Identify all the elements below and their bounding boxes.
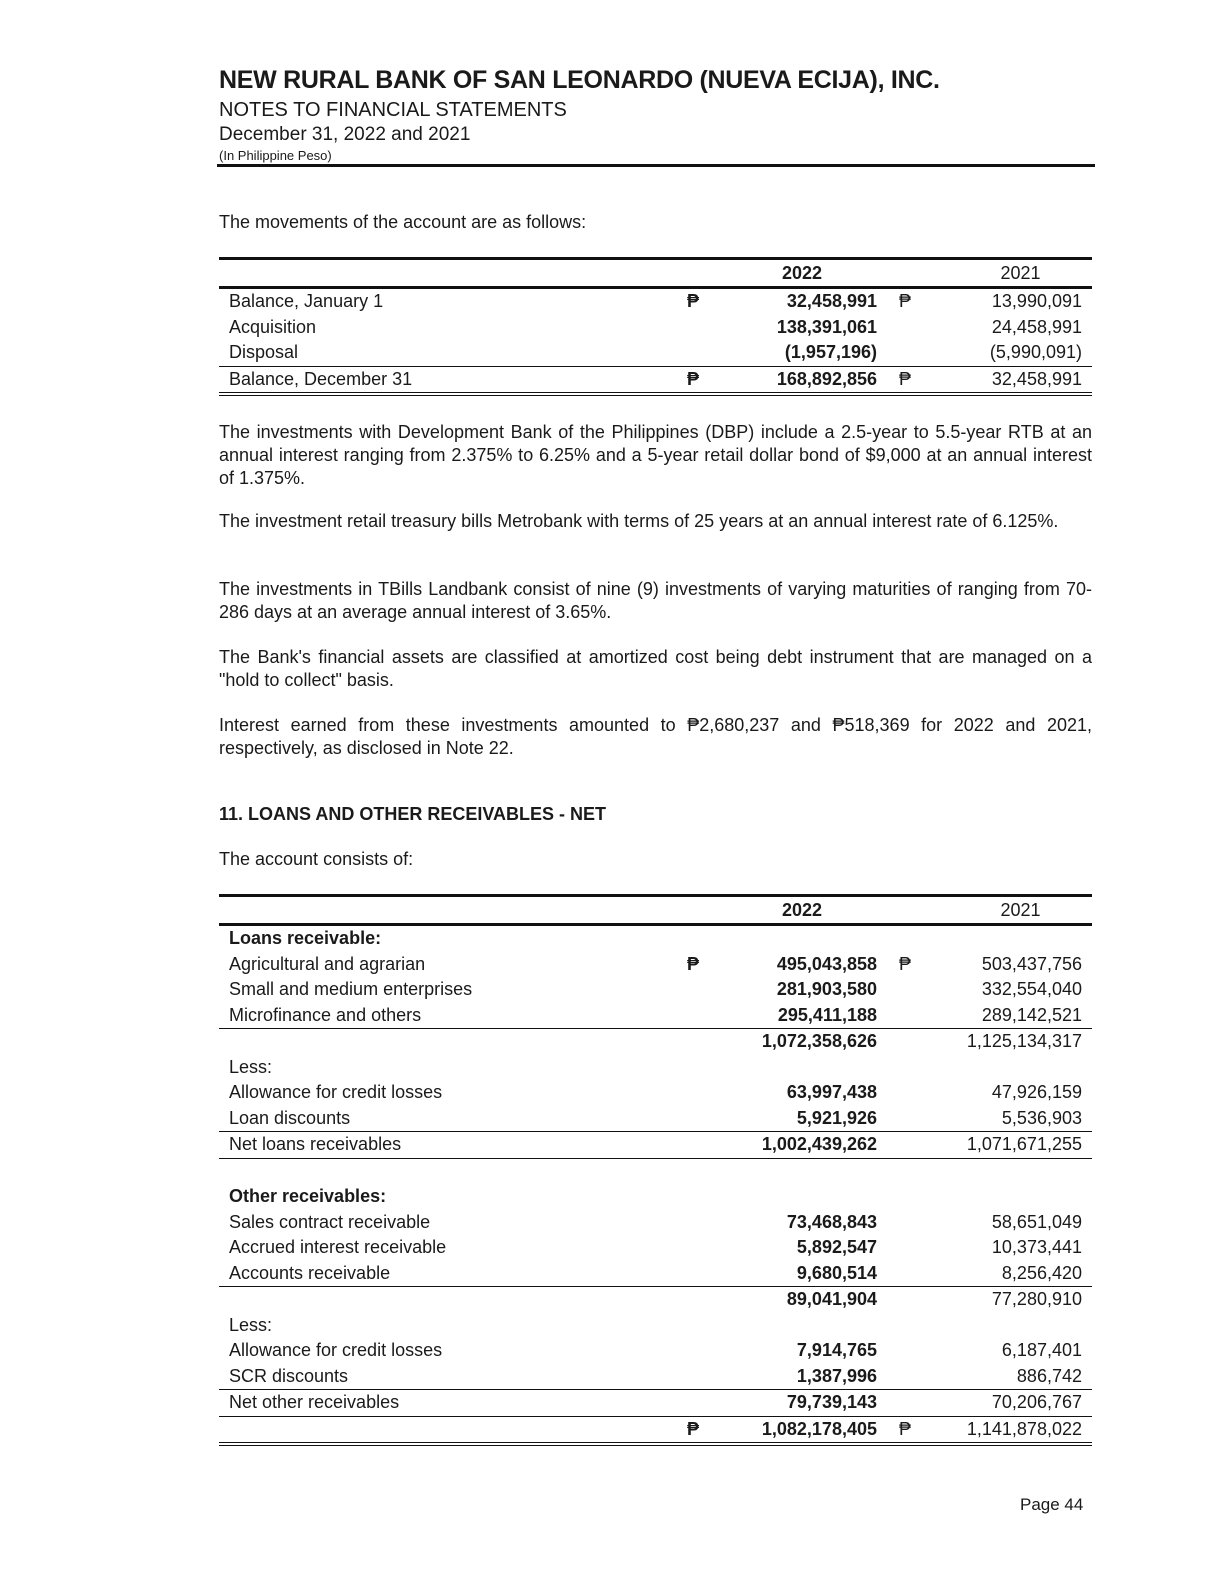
- table-row: [219, 1158, 1092, 1184]
- column-spacer: [679, 259, 727, 288]
- value-2022: 9,680,514: [796, 1262, 877, 1283]
- peso-sign-2021: [877, 1184, 959, 1210]
- section-title: 11. LOANS AND OTHER RECEIVABLES - NET: [219, 804, 607, 824]
- paragraph-dbp: The investments with Development Bank of the Philippines (DBP) include a 2.5-year to 5.5-year RTB at an annual interest ranging from 2.375% to 6.25% and a 5-year retail dollar bond of $9,000 at an annual interest of 1.375%.: [219, 422, 1092, 488]
- value-2022: 1,002,439,262: [727, 1132, 877, 1159]
- table-row: [219, 952, 1092, 978]
- peso-sign-2022: [679, 315, 727, 341]
- row-label: Allowance for credit losses: [229, 1082, 443, 1103]
- paragraph-classification: The Bank's financial assets are classified at amortized cost being debt instrument that are managed on a "hold to collect" basis.: [219, 647, 1092, 690]
- value-2021: 32,458,991: [959, 366, 1092, 394]
- column-spacer: [877, 259, 959, 288]
- row-label: Small and medium enterprises: [229, 979, 473, 1000]
- row-label: [219, 1158, 679, 1184]
- value-2021: 503,437,756: [981, 953, 1082, 974]
- peso-sign-2022: [679, 1080, 727, 1106]
- table-row: [219, 977, 1092, 1003]
- table-row: [219, 1210, 1092, 1236]
- peso-sign-2022: [679, 1106, 727, 1132]
- value-2021: 1,125,134,317: [959, 1029, 1092, 1055]
- value-2022: 1,072,358,626: [727, 1029, 877, 1055]
- peso-sign-2021: [877, 340, 959, 366]
- peso-sign-2021: [877, 1338, 959, 1364]
- row-label: Disposal: [229, 342, 299, 363]
- peso-sign-2021: [877, 1055, 959, 1081]
- peso-sign-2021: [877, 977, 959, 1003]
- peso-sign-2022: [679, 340, 727, 366]
- value-2022: 89,041,904: [727, 1287, 877, 1313]
- table-row: [219, 1287, 1092, 1313]
- value-2021: 886,742: [1016, 1365, 1082, 1386]
- column-spacer: [877, 896, 959, 925]
- table-row: [219, 1003, 1092, 1029]
- column-header-2022: 2022: [727, 896, 877, 925]
- column-header-label: [219, 896, 679, 925]
- row-label: Acquisition: [229, 316, 317, 337]
- table-row: [219, 1055, 1092, 1081]
- row-label: Accrued interest receivable: [229, 1237, 447, 1258]
- row-label: Other receivables:: [229, 1186, 387, 1207]
- value-2021: 47,926,159: [991, 1082, 1082, 1103]
- table-row: [219, 1313, 1092, 1339]
- peso-sign-2021: [877, 1210, 959, 1236]
- value-2022: [727, 925, 877, 952]
- table-header: [219, 896, 1092, 925]
- peso-sign-2021: [877, 1287, 959, 1313]
- peso-sign-2022: [679, 1158, 727, 1184]
- peso-sign-2022: ₱: [687, 291, 700, 312]
- row-label: [219, 1029, 679, 1055]
- peso-sign-2021: [877, 1132, 959, 1159]
- movements-intro: The movements of the account are as follows:: [219, 212, 587, 232]
- paragraph-interest: Interest earned from these investments amounted to ₱2,680,237 and ₱518,369 for 2022 and 2021, respectively, as disclosed in Note 22.: [219, 715, 1092, 758]
- peso-sign-2022: ₱: [679, 1416, 727, 1444]
- table-row: [219, 1261, 1092, 1287]
- value-2021: 13,990,091: [991, 291, 1082, 312]
- table-row: [219, 315, 1092, 341]
- row-label: SCR discounts: [229, 1365, 349, 1386]
- table-row: [219, 1416, 1092, 1444]
- value-2021: 289,142,521: [981, 1004, 1082, 1025]
- value-2021: (5,990,091): [989, 342, 1082, 363]
- value-2022: 138,391,061: [776, 316, 877, 337]
- header-divider: [217, 164, 1095, 167]
- row-label: Balance, December 31: [219, 366, 679, 394]
- peso-sign-2022: [679, 1364, 727, 1390]
- row-label: Agricultural and agrarian: [229, 953, 426, 974]
- table-row: [219, 288, 1092, 315]
- peso-sign-2021: [877, 1235, 959, 1261]
- peso-sign-2021: [877, 1261, 959, 1287]
- peso-sign-2022: [679, 1261, 727, 1287]
- value-2021: 5,536,903: [1001, 1107, 1082, 1128]
- peso-sign-2021: ₱: [899, 953, 912, 974]
- peso-sign-2021: [877, 1003, 959, 1029]
- movements-table: [219, 257, 1092, 396]
- peso-sign-2021: ₱: [877, 1416, 959, 1444]
- value-2021: 1,071,671,255: [959, 1132, 1092, 1159]
- row-label: Sales contract receivable: [229, 1211, 431, 1232]
- table-row: [219, 1080, 1092, 1106]
- table-row: [219, 1338, 1092, 1364]
- value-2021: 1,141,878,022: [959, 1416, 1092, 1444]
- table-row: [219, 1184, 1092, 1210]
- value-2021: 6,187,401: [1001, 1340, 1082, 1361]
- row-label: Net other receivables: [219, 1390, 679, 1417]
- peso-sign-2021: [877, 315, 959, 341]
- value-2021: 24,458,991: [991, 316, 1082, 337]
- page-number: Page 44: [1020, 1495, 1084, 1514]
- row-label: Less:: [229, 1056, 273, 1077]
- value-2021: 8,256,420: [1001, 1262, 1082, 1283]
- value-2022: [727, 1184, 877, 1210]
- value-2022: 7,914,765: [796, 1340, 877, 1361]
- value-2021: [959, 925, 1092, 952]
- value-2022: 5,921,926: [796, 1107, 877, 1128]
- peso-sign-2022: [679, 977, 727, 1003]
- column-header-2021: 2021: [959, 896, 1092, 925]
- peso-sign-2021: ₱: [899, 291, 912, 312]
- currency-note: (In Philippine Peso): [219, 148, 332, 163]
- row-label: [219, 1287, 679, 1313]
- company-name: NEW RURAL BANK OF SAN LEONARDO (NUEVA ECIJA), INC.: [219, 66, 940, 94]
- peso-sign-2021: ₱: [877, 366, 959, 394]
- value-2022: 79,739,143: [727, 1390, 877, 1417]
- value-2022: 1,387,996: [796, 1365, 877, 1386]
- column-header-2022: 2022: [727, 259, 877, 288]
- row-label: Loans receivable:: [229, 928, 382, 949]
- peso-sign-2022: [679, 1132, 727, 1159]
- table-row: [219, 1132, 1092, 1159]
- table-row: [219, 366, 1092, 394]
- peso-sign-2022: [679, 1184, 727, 1210]
- row-label: Less:: [229, 1314, 273, 1335]
- table-header: [219, 259, 1092, 288]
- value-2021: [959, 1055, 1092, 1081]
- column-header-2021: 2021: [959, 259, 1092, 288]
- peso-sign-2022: [679, 1287, 727, 1313]
- value-2022: 1,082,178,405: [727, 1416, 877, 1444]
- value-2022: 32,458,991: [786, 291, 877, 312]
- peso-sign-2022: [679, 1313, 727, 1339]
- peso-sign-2022: [679, 1055, 727, 1081]
- value-2022: 73,468,843: [786, 1211, 877, 1232]
- peso-sign-2022: [679, 1029, 727, 1055]
- peso-sign-2021: [877, 1313, 959, 1339]
- value-2022: 63,997,438: [786, 1082, 877, 1103]
- value-2022: 168,892,856: [727, 366, 877, 394]
- paragraph-landbank: The investments in TBills Landbank consist of nine (9) investments of varying maturities of ranging from 70-286 days at an average annual interest of 3.65%.: [219, 579, 1092, 622]
- table-row: [219, 1364, 1092, 1390]
- value-2022: (1,957,196): [784, 342, 877, 363]
- value-2022: [727, 1158, 877, 1184]
- value-2021: [959, 1158, 1092, 1184]
- peso-sign-2022: [679, 1003, 727, 1029]
- value-2021: 58,651,049: [991, 1211, 1082, 1232]
- row-label: Balance, January 1: [229, 291, 384, 312]
- value-2022: 295,411,188: [777, 1004, 877, 1025]
- period: December 31, 2022 and 2021: [219, 124, 471, 145]
- document-subtitle: NOTES TO FINANCIAL STATEMENTS: [219, 99, 567, 121]
- peso-sign-2022: [679, 925, 727, 952]
- peso-sign-2021: [877, 1080, 959, 1106]
- peso-sign-2022: [679, 1390, 727, 1417]
- peso-sign-2022: ₱: [687, 953, 700, 974]
- peso-sign-2021: [877, 1029, 959, 1055]
- value-2021: [959, 1313, 1092, 1339]
- table-row: [219, 1106, 1092, 1132]
- column-header-label: [219, 259, 679, 288]
- peso-sign-2021: [877, 1390, 959, 1417]
- row-label: Allowance for credit losses: [229, 1340, 443, 1361]
- row-label: [219, 1416, 679, 1444]
- peso-sign-2022: [679, 1338, 727, 1364]
- paragraph-metrobank: The investment retail treasury bills Metrobank with terms of 25 years at an annual interest rate of 6.125%.: [219, 511, 1059, 531]
- value-2022: 5,892,547: [796, 1237, 877, 1258]
- table-row: [219, 1390, 1092, 1417]
- value-2022: [727, 1313, 877, 1339]
- peso-sign-2021: [877, 1364, 959, 1390]
- section-intro: The account consists of:: [219, 849, 414, 869]
- peso-sign-2022: [679, 1210, 727, 1236]
- row-label: Net loans receivables: [219, 1132, 679, 1159]
- peso-sign-2021: [877, 1158, 959, 1184]
- peso-sign-2021: [877, 1106, 959, 1132]
- table-row: [219, 340, 1092, 366]
- table-row: [219, 1029, 1092, 1055]
- value-2022: 281,903,580: [776, 979, 877, 1000]
- value-2022: [727, 1055, 877, 1081]
- row-label: Microfinance and others: [229, 1004, 422, 1025]
- peso-sign-2021: [877, 925, 959, 952]
- value-2021: 70,206,767: [959, 1390, 1092, 1417]
- value-2021: 77,280,910: [959, 1287, 1092, 1313]
- peso-sign-2022: [679, 1235, 727, 1261]
- table-row: [219, 1235, 1092, 1261]
- value-2021: [959, 1184, 1092, 1210]
- value-2021: 332,554,040: [981, 979, 1082, 1000]
- column-spacer: [679, 896, 727, 925]
- value-2022: 495,043,858: [776, 953, 877, 974]
- row-label: Accounts receivable: [229, 1262, 391, 1283]
- value-2021: 10,373,441: [991, 1237, 1082, 1258]
- loans-table: [219, 894, 1092, 1446]
- peso-sign-2022: ₱: [679, 366, 727, 394]
- table-row: [219, 925, 1092, 952]
- row-label: Loan discounts: [229, 1107, 351, 1128]
